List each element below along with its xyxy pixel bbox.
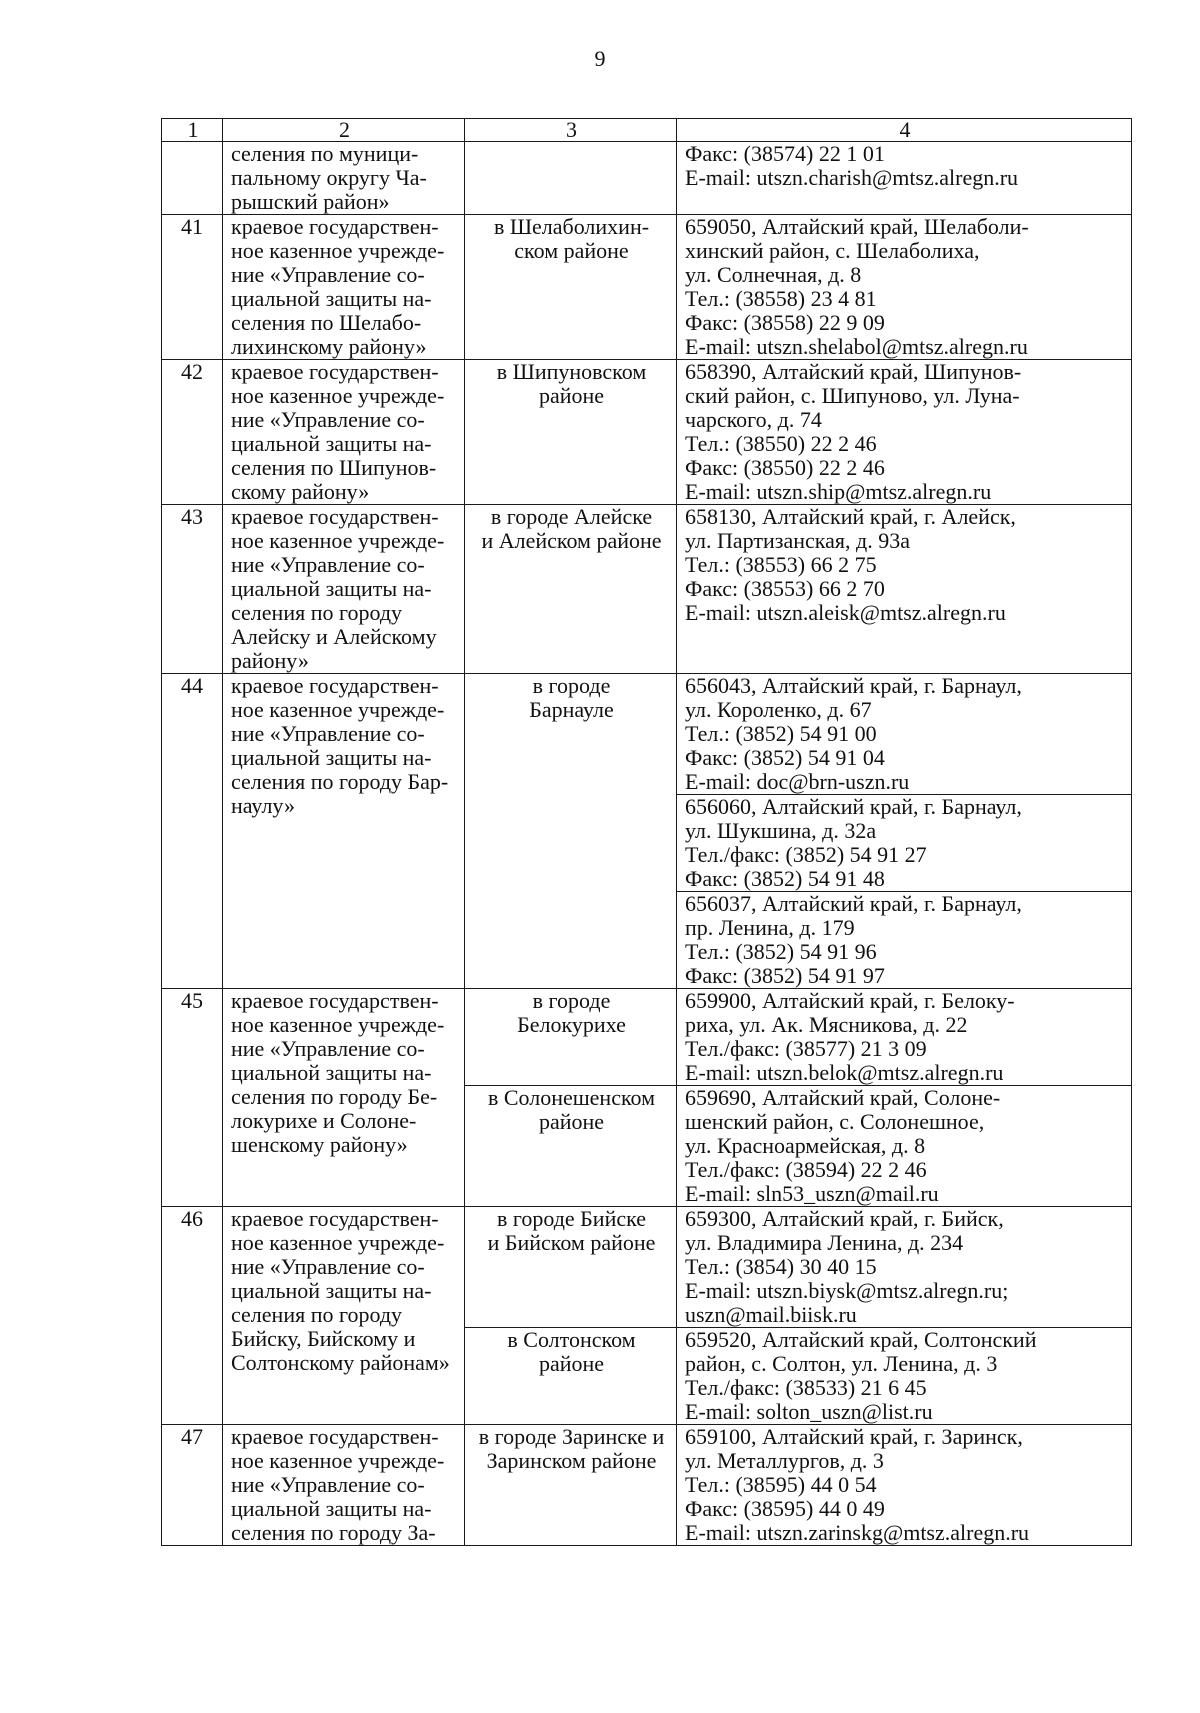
- row-number: 43: [162, 505, 223, 674]
- location-cell: [465, 989, 677, 1086]
- text-line: 656037, Алтайский край, г. Барнаул,: [685, 891, 1022, 916]
- text-line: циальной защиты на-: [231, 431, 432, 456]
- text-line: 658390, Алтайский край, Шипунов-: [685, 359, 1022, 384]
- text-line: циальной защиты на-: [231, 1496, 432, 1521]
- text-line: Факс: (3852) 54 91 04: [685, 745, 885, 770]
- text-line: в городе Алейске: [490, 504, 653, 529]
- text-line: ский район, с. Шипуново, ул. Луна-: [685, 383, 1020, 408]
- text-line: лихинскому району»: [231, 334, 427, 359]
- text-line: в Шелаболихин-: [493, 214, 650, 239]
- text-line: ул. Красноармейская, д. 8: [685, 1133, 926, 1158]
- header-row: [162, 119, 1132, 142]
- text-line: шенский район, с. Солонешное,: [685, 1109, 985, 1134]
- row-number: 45: [162, 989, 223, 1207]
- text-line: ное казенное учрежде-: [231, 697, 445, 722]
- text-line: локурихе и Солоне-: [231, 1108, 417, 1133]
- contact-cell: [677, 795, 1132, 892]
- contact-cell: [677, 1425, 1132, 1546]
- text-line: Факс: (38553) 66 2 70: [685, 576, 885, 601]
- contact-cell: [677, 360, 1132, 505]
- text-line: шенскому району»: [231, 1132, 408, 1157]
- table-row: [162, 674, 1132, 795]
- text-line: краевое государствен-: [231, 359, 439, 384]
- text-line: краевое государствен-: [231, 504, 439, 529]
- organization-cell: [223, 505, 465, 674]
- text-line: 659690, Алтайский край, Солоне-: [685, 1085, 1001, 1110]
- text-line: краевое государствен-: [231, 988, 439, 1013]
- contact-cell: [677, 1086, 1132, 1207]
- contact-cell: [677, 989, 1132, 1086]
- text-line: ние «Управление со-: [231, 1254, 425, 1279]
- text-line: Заринском районе: [486, 1448, 657, 1473]
- text-line: районе: [538, 1351, 605, 1376]
- text-line: районе: [538, 383, 605, 408]
- text-line: Тел.: (38550) 22 2 46: [685, 431, 877, 456]
- text-line: краевое государствен-: [231, 1206, 439, 1231]
- registry-table: [161, 118, 1132, 1546]
- organization-cell: [223, 215, 465, 360]
- text-line: циальной защиты на-: [231, 286, 432, 311]
- table-row: [162, 360, 1132, 505]
- text-line: чарского, д. 74: [685, 407, 822, 432]
- text-line: ул. Солнечная, д. 8: [685, 262, 862, 287]
- text-line: ние «Управление со-: [231, 407, 425, 432]
- text-line: ул. Владимира Ленина, д. 234: [685, 1230, 964, 1255]
- text-line: пальному округу Ча-: [231, 165, 427, 190]
- text-line: району»: [231, 648, 309, 673]
- text-line: район, с. Солтон, ул. Ленина, д. 3: [685, 1351, 998, 1376]
- text-line: Факс: (38558) 22 9 09: [685, 310, 885, 335]
- text-line: риха, ул. Ак. Мясникова, д. 22: [685, 1012, 968, 1037]
- text-line: Тел.: (38553) 66 2 75: [685, 552, 877, 577]
- text-line: ние «Управление со-: [231, 262, 425, 287]
- text-line: E-mail: utszn.charish@mtsz.alregn.ru: [685, 165, 1019, 190]
- table-row: [162, 1425, 1132, 1546]
- text-line: селения по Шипунов-: [231, 455, 437, 480]
- text-line: Тел./факс: (38533) 21 6 45: [685, 1375, 927, 1400]
- location-cell: [465, 142, 677, 215]
- text-line: районе: [538, 1109, 605, 1134]
- text-line: ул. Партизанская, д. 93а: [685, 528, 910, 553]
- row-number: 47: [162, 1425, 223, 1546]
- text-line: ное казенное учрежде-: [231, 238, 445, 263]
- text-line: в Солтонском: [507, 1327, 636, 1352]
- text-line: 659300, Алтайский край, г. Бийск,: [685, 1206, 1004, 1231]
- text-line: Барнауле: [529, 697, 614, 722]
- text-line: 659520, Алтайский край, Солтонский: [685, 1327, 1037, 1352]
- row-number: [162, 142, 223, 215]
- text-line: Факс: (3852) 54 91 48: [685, 866, 885, 891]
- organization-cell: [223, 142, 465, 215]
- location-cell: [465, 1207, 677, 1328]
- text-line: в городе Заринске и: [478, 1424, 665, 1449]
- text-line: E-mail: sln53_uszn@mail.ru: [685, 1181, 939, 1206]
- text-line: Тел./факс: (3852) 54 91 27: [685, 842, 927, 867]
- text-line: циальной защиты на-: [231, 745, 432, 770]
- text-line: Факс: (38550) 22 2 46: [685, 455, 885, 480]
- text-line: Тел.: (3854) 30 40 15: [685, 1254, 877, 1279]
- location-cell: [465, 1328, 677, 1425]
- text-line: Алейску и Алейскому: [231, 624, 437, 649]
- text-line: селения по городу: [231, 1302, 403, 1327]
- text-line: Бийску, Бийскому и: [231, 1326, 416, 1351]
- header-col-1: 1: [162, 119, 223, 142]
- text-line: ное казенное учрежде-: [231, 383, 445, 408]
- text-line: в городе: [532, 673, 611, 698]
- text-line: в городе Бийске: [496, 1206, 647, 1231]
- text-line: ние «Управление со-: [231, 1036, 425, 1061]
- contact-cell: [677, 892, 1132, 989]
- text-line: краевое государствен-: [231, 1424, 439, 1449]
- text-line: наулу»: [231, 793, 295, 818]
- location-cell: [465, 674, 677, 989]
- text-line: Факс: (38595) 44 0 49: [685, 1496, 885, 1521]
- text-line: 656043, Алтайский край, г. Барнаул,: [685, 673, 1022, 698]
- text-line: циальной защиты на-: [231, 1060, 432, 1085]
- text-line: 659100, Алтайский край, г. Заринск,: [685, 1424, 1023, 1449]
- text-line: ул. Металлургов, д. 3: [685, 1448, 884, 1473]
- text-line: хинский район, с. Шелаболиха,: [685, 238, 980, 263]
- table-row: [162, 142, 1132, 215]
- text-line: E-mail: utszn.shelabol@mtsz.alregn.ru: [685, 334, 1028, 359]
- text-line: Белокурихе: [517, 1012, 626, 1037]
- text-line: Факс: (38574) 22 1 01: [685, 141, 885, 166]
- contact-cell: [677, 1207, 1132, 1328]
- text-line: 656060, Алтайский край, г. Барнаул,: [685, 794, 1022, 819]
- organization-cell: [223, 1425, 465, 1546]
- table-row: [162, 215, 1132, 360]
- text-line: ние «Управление со-: [231, 721, 425, 746]
- text-line: Тел.: (3852) 54 91 96: [685, 939, 877, 964]
- row-number: 44: [162, 674, 223, 989]
- text-line: E-mail: utszn.biysk@mtsz.alregn.ru;: [685, 1278, 1009, 1303]
- text-line: ул. Короленко, д. 67: [685, 697, 872, 722]
- text-line: ное казенное учрежде-: [231, 1012, 445, 1037]
- text-line: Тел./факс: (38577) 21 3 09: [685, 1036, 927, 1061]
- contact-cell: [677, 142, 1132, 215]
- text-line: циальной защиты на-: [231, 1278, 432, 1303]
- text-line: скому району»: [231, 479, 370, 504]
- header-col-3: 3: [465, 119, 677, 142]
- text-line: ние «Управление со-: [231, 552, 425, 577]
- contact-cell: [677, 505, 1132, 674]
- text-line: E-mail: utszn.ship@mtsz.alregn.ru: [685, 479, 992, 504]
- table-row: [162, 989, 1132, 1086]
- organization-cell: [223, 989, 465, 1207]
- text-line: селения по городу: [231, 600, 403, 625]
- text-line: краевое государствен-: [231, 673, 439, 698]
- text-line: E-mail: utszn.aleisk@mtsz.alregn.ru: [685, 600, 1006, 625]
- text-line: и Бийском районе: [487, 1230, 656, 1255]
- text-line: селения по городу За-: [231, 1520, 436, 1545]
- text-line: ное казенное учрежде-: [231, 1230, 445, 1255]
- text-line: E-mail: solton_uszn@list.ru: [685, 1399, 933, 1424]
- header-col-4: 4: [677, 119, 1132, 142]
- text-line: и Алейском районе: [481, 528, 662, 553]
- contact-cell: [677, 1328, 1132, 1425]
- header-col-2: 2: [223, 119, 465, 142]
- text-line: ние «Управление со-: [231, 1472, 425, 1497]
- location-cell: [465, 1425, 677, 1546]
- text-line: E-mail: doc@brn-uszn.ru: [685, 769, 910, 794]
- page-number: 9: [594, 46, 606, 71]
- table-row: [162, 505, 1132, 674]
- text-line: Тел.: (38595) 44 0 54: [685, 1472, 877, 1497]
- text-line: ском районе: [514, 238, 629, 263]
- text-line: 659900, Алтайский край, г. Белоку-: [685, 988, 1015, 1013]
- text-line: uszn@mail.biisk.ru: [685, 1302, 857, 1327]
- location-cell: [465, 215, 677, 360]
- location-cell: [465, 360, 677, 505]
- contact-cell: [677, 215, 1132, 360]
- table-row: [162, 1207, 1132, 1328]
- row-number: 46: [162, 1207, 223, 1425]
- text-line: Солтонскому районам»: [231, 1350, 450, 1375]
- text-line: в Шипуновском: [496, 359, 647, 384]
- text-line: 659050, Алтайский край, Шелаболи-: [685, 214, 1029, 239]
- text-line: 658130, Алтайский край, г. Алейск,: [685, 504, 1016, 529]
- text-line: селения по муници-: [231, 141, 419, 166]
- contact-cell: [677, 674, 1132, 795]
- text-line: E-mail: utszn.zarinskg@mtsz.alregn.ru: [685, 1520, 1030, 1545]
- text-line: селения по Шелабо-: [231, 310, 422, 335]
- text-line: Тел.: (38558) 23 4 81: [685, 286, 877, 311]
- location-cell: [465, 505, 677, 674]
- text-line: в городе: [532, 988, 611, 1013]
- text-line: в Солонешенском: [487, 1085, 656, 1110]
- text-line: Тел.: (3852) 54 91 00: [685, 721, 877, 746]
- text-line: Тел./факс: (38594) 22 2 46: [685, 1157, 927, 1182]
- text-line: пр. Ленина, д. 179: [685, 915, 855, 940]
- text-line: ул. Шукшина, д. 32а: [685, 818, 877, 843]
- location-cell: [465, 1086, 677, 1207]
- text-line: селения по городу Бар-: [231, 769, 449, 794]
- row-number: 42: [162, 360, 223, 505]
- text-line: Факс: (3852) 54 91 97: [685, 963, 885, 988]
- organization-cell: [223, 1207, 465, 1425]
- text-line: E-mail: utszn.belok@mtsz.alregn.ru: [685, 1060, 1004, 1085]
- text-line: циальной защиты на-: [231, 576, 432, 601]
- text-line: ное казенное учрежде-: [231, 528, 445, 553]
- organization-cell: [223, 674, 465, 989]
- organization-cell: [223, 360, 465, 505]
- row-number: 41: [162, 215, 223, 360]
- text-line: селения по городу Бе-: [231, 1084, 438, 1109]
- text-line: ное казенное учрежде-: [231, 1448, 445, 1473]
- text-line: рышский район»: [231, 189, 390, 214]
- text-line: краевое государствен-: [231, 214, 439, 239]
